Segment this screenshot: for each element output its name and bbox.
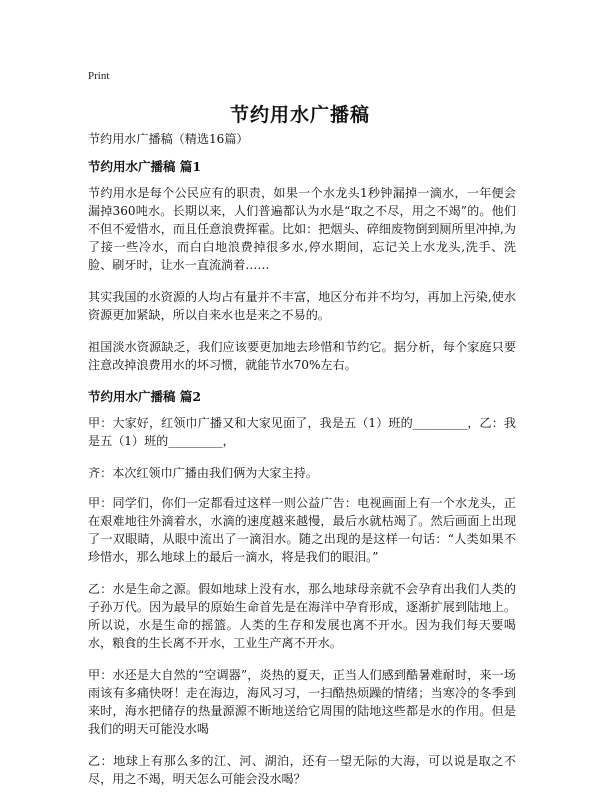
paragraph: 节约用水是每个公民应有的职责，如果一个水龙头1秒钟漏掉一滴水，一年便会漏掉360吨水。长期以来，人们普遍都认为水是“取之不尽，用之不竭”的。他们不但不爱惜水，而且任意浪费挥霍。比如：把烟头、碎细废物倒到厕所里冲掉,为了接一些冷水，而白白地浪费掉很多水,停水期间，忘记关上水龙头,洗手、洗脸、刷牙时，让水一直流淌着……	[88, 186, 516, 272]
section-1	[88, 158, 516, 374]
paragraph: 乙：水是生命之源。假如地球上没有水，那么地球母亲就不会孕育出我们人类的子孙万代。因为最早的原始生命首先是在海洋中孕育形成，逐渐扩展到陆地上。所以说，水是生命的摇篮。人类的生存和发展也离不开水。因为我们每天要喝水，粮食的生长离不开水，工业生产离不开水。	[88, 582, 516, 650]
section-2	[88, 388, 516, 788]
paragraph: 甲：同学们，你们一定都看过这样一则公益广告：电视画面上有一个水龙头，正在艰难地往外滴着水，水滴的速度越来越慢，最后水就枯竭了。然后画面上出现了一双眼睛，从眼中流出了一滴泪水。随之出现的是这样一句话：“人类如果不珍惜水，那么地球上的最后一滴水，将是我们的眼泪。”	[88, 496, 516, 564]
paragraph: 其实我国的水资源的人均占有量并不丰富，地区分布并不均匀，再加上污染,使水资源更加紧缺，所以自来水也是来之不易的。	[88, 290, 516, 322]
document-subtitle: 节约用水广播稿（精选16篇）	[88, 132, 249, 146]
paragraph: 甲：水还是大自然的“空调器”，炎热的夏天，正当人们感到酷暑难耐时，来一场雨该有多痛快呀！走在海边，海风习习，一扫酷热烦躁的情绪；当寒冷的冬季到来时，海水把储存的热量源源不断地送给它周围的陆地这些都是水的作用。但是我们的明天可能没水喝	[88, 668, 516, 736]
paragraph: 乙：地球上有那么多的江、河、湖泊，还有一望无际的大海，可以说是取之不尽，用之不竭，明天怎么可能会没水喝？	[88, 754, 516, 786]
section-heading: 节约用水广播稿 篇2	[88, 389, 202, 404]
paragraph: 祖国淡水资源缺乏，我们应该要更加地去珍惜和节约它。据分析，每个家庭只要注意改掉浪费用水的坏习惯，就能节水70%左右。	[88, 340, 516, 372]
print-link[interactable]: Print	[88, 70, 110, 82]
paragraph: 甲：大家好，红领巾广播又和大家见面了，我是五（1）班的_________，乙：我是五（1）班的_________，	[88, 416, 516, 448]
document-title: 节约用水广播稿	[229, 104, 370, 126]
paragraph: 齐：本次红领巾广播由我们俩为大家主持。	[88, 466, 318, 480]
section-heading: 节约用水广播稿 篇1	[88, 159, 202, 174]
document-body	[88, 130, 516, 802]
